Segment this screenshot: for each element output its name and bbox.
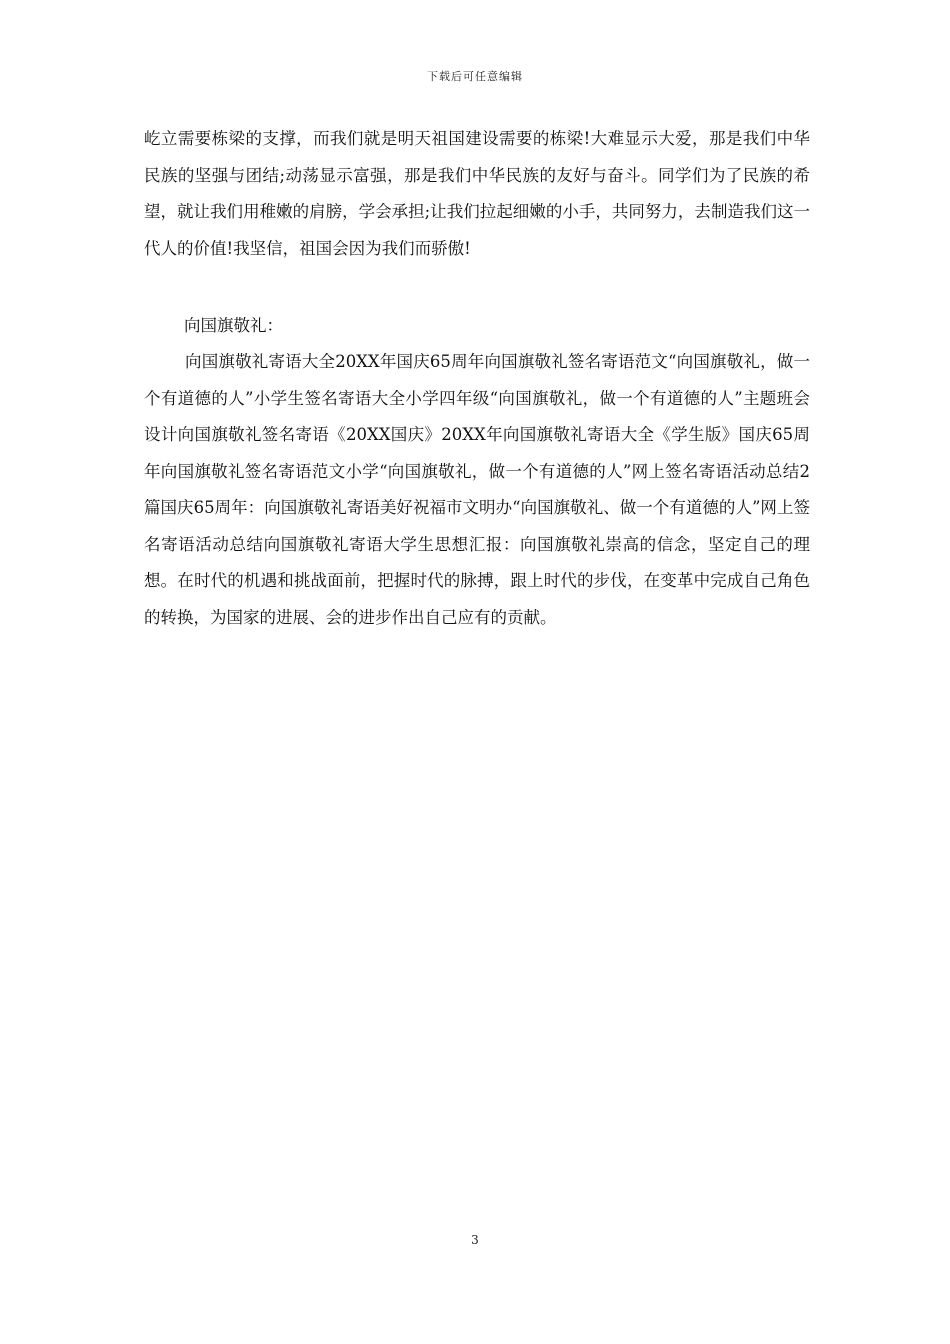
paragraph-continuation: 屹立需要栋梁的支撑，而我们就是明天祖国建设需要的栋梁!大难显示大爱，那是我们中华民族的坚强与团结;动荡显示富强，那是我们中华民族的友好与奋斗。同学们为了民族的希望，就让我们用稚嫩的肩膀，学会承担;让我们拉起细嫩的小手，共同努力，去制造我们这一代人的价值!我坚信，祖国会因为我们而骄傲!	[144, 129, 810, 258]
page-header: 下载后可任意编辑	[427, 70, 523, 83]
page-number: 3	[471, 1233, 479, 1247]
paragraph-flag-salute: 向国旗敬礼寄语大全20XX年国庆65周年向国旗敬礼签名寄语范文“向国旗敬礼，做一个有道德的人”小学生签名寄语大全小学四年级“向国旗敬礼，做一个有道德的人”主题班会设计向国旗敬礼签名寄语《20XX国庆》20XX年向国旗敬礼寄语大全《学生版》国庆65周年向国旗敬礼签名寄语范文小学“向国旗敬礼，做一个有道德的人”网上签名寄语活动总结2篇国庆65周年：向国旗敬礼寄语美好祝福市文明办“向国旗敬礼、做一个有道德的人”网上签名寄语活动总结向国旗敬礼寄语大学生思想汇报：向国旗敬礼崇高的信念，坚定自己的理想。在时代的机遇和挑战面前，把握时代的脉搏，跟上时代的步伐，在变革中完成自己角色的转换，为国家的进展、会的进步作出自己应有的贡献。	[144, 352, 810, 627]
section-heading: 向国旗敬礼：	[184, 316, 283, 335]
